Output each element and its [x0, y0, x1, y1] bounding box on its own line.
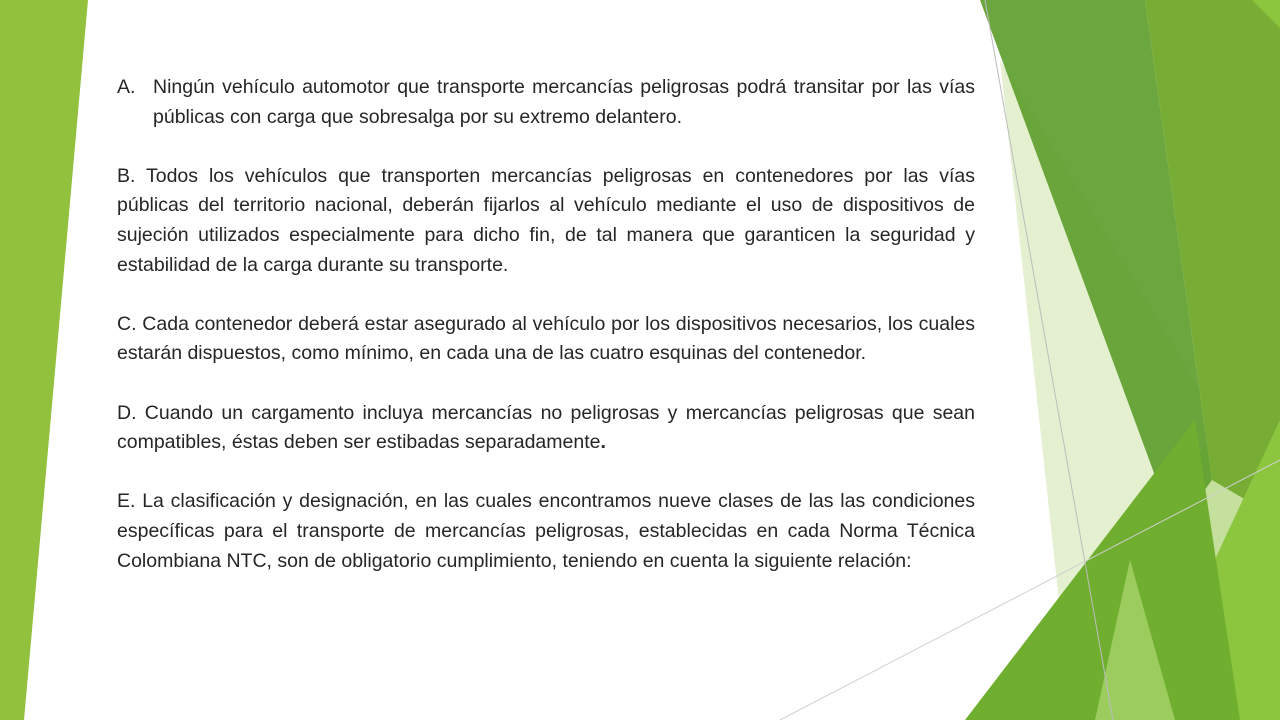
paragraph-d-period: . [600, 431, 606, 454]
paragraph-e: E. La clasificación y designación, en las cuales encontramos nueve clases de las las condiciones específicas para el transporte de mercancías peligrosas, establecidas en cada Norma Técnica Colombiana NTC, son de obligatorio cumplimiento, teniendo en cuenta la siguiente relación: [117, 490, 975, 572]
paragraph-d-text: D. Cuando un cargamento incluya mercancías no peligrosas y mercancías peligrosas que sean compatibles, éstas deben ser estibadas separadamente [117, 401, 975, 454]
paragraph-b: B. Todos los vehículos que transporten mercancías peligrosas en contenedores por las vías públicas del territorio nacional, deberán fijarlos al vehículo mediante el uso de dispositivos de sujeción utilizados especialmente para dicho fin, de tal manera que garanticen la seguridad y estabilidad de la carga durante su transporte. [117, 164, 975, 276]
paragraph-a-text: Ningún vehículo automotor que transporte mercancías peligrosas podrá transitar por las vías públicas con carga que sobresalga por su extremo delantero. [153, 76, 975, 128]
paragraph-d [117, 399, 975, 458]
paragraph-a [117, 73, 975, 132]
left-accent-bar [0, 0, 88, 720]
slide-body [117, 73, 975, 606]
paragraph-c: C. Cada contenedor deberá estar asegurado al vehículo por los dispositivos necesarios, los cuales estarán dispuestos, como mínimo, en cada una de las cuatro esquinas del contenedor. [117, 312, 975, 365]
list-label-a: A. [117, 76, 136, 98]
